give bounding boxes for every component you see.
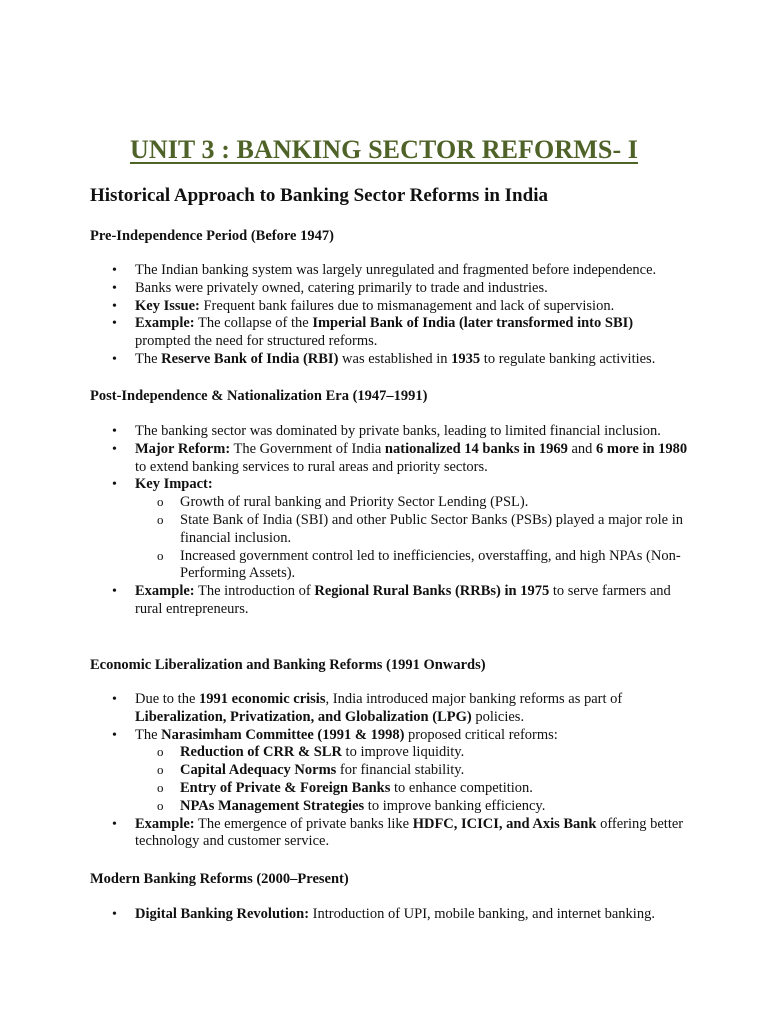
sublist-key-impact — [135, 494, 690, 583]
list-item: • The Narasimham Committee (1991 & 1998) proposed critical reforms: o Reduction of CRR & SLR to improve liquidity. o Capital Adequacy Norms for financial stability. o Entry of Private & Foreign Banks to enhance competition. o NPAs Management Strategies to improve banking efficiency. — [90, 727, 690, 816]
section-heading-liberalization: Economic Liberalization and Banking Reforms (1991 Onwards) — [90, 657, 486, 673]
page-title — [0, 129, 768, 166]
sublist-item: o Entry of Private & Foreign Banks to enhance competition. — [135, 780, 690, 798]
section-list-modern — [90, 906, 690, 924]
list-item: • Key Impact: o Growth of rural banking and Priority Sector Lending (PSL). o State Bank of India (SBI) and other Public Sector Banks (PSBs) played a major role in financial inclusion. o Increased government control led to inefficiencies, overstaffing, and high NPAs (Non-Performing Assets). — [90, 476, 690, 583]
sublist-item: o Capital Adequacy Norms for financial stability. — [135, 762, 690, 780]
list-item: • The banking sector was dominated by private banks, leading to limited financial inclusion. — [90, 423, 690, 441]
section-heading-modern: Modern Banking Reforms (2000–Present) — [90, 871, 349, 887]
list-item: • Example: The emergence of private banks like HDFC, ICICI, and Axis Bank offering better technology and customer service. — [90, 816, 690, 852]
section-list-post-independence — [90, 423, 690, 619]
list-item: • Due to the 1991 economic crisis, India introduced major banking reforms as part of Liberalization, Privatization, and Globalization (LPG) policies. — [90, 691, 690, 727]
section-heading-pre-independence: Pre-Independence Period (Before 1947) — [90, 228, 334, 244]
list-item: • Digital Banking Revolution: Introduction of UPI, mobile banking, and internet banking. — [90, 906, 690, 924]
sublist-item: o State Bank of India (SBI) and other Public Sector Banks (PSBs) played a major role in financial inclusion. — [135, 512, 690, 548]
list-item: • Key Issue: Frequent bank failures due to mismanagement and lack of supervision. — [90, 298, 690, 316]
list-item: • Major Reform: The Government of India nationalized 14 banks in 1969 and 6 more in 1980 to extend banking services to rural areas and priority sectors. — [90, 441, 690, 477]
sublist-narasimham-reforms — [135, 744, 690, 815]
page-title-text: UNIT 3 : BANKING SECTOR REFORMS- I — [129, 135, 639, 164]
sublist-item: o Increased government control led to inefficiencies, overstaffing, and high NPAs (Non-Performing Assets). — [135, 548, 690, 584]
list-item: • Banks were privately owned, catering primarily to trade and industries. — [90, 280, 690, 298]
document-subtitle: Historical Approach to Banking Sector Reforms in India — [90, 185, 548, 206]
section-list-liberalization — [90, 691, 690, 851]
section-list-pre-independence — [90, 262, 690, 369]
sublist-item: o Growth of rural banking and Priority Sector Lending (PSL). — [135, 494, 690, 512]
sublist-item: o NPAs Management Strategies to improve banking efficiency. — [135, 798, 690, 816]
list-item: • Example: The introduction of Regional Rural Banks (RRBs) in 1975 to serve farmers and rural entrepreneurs. — [90, 583, 690, 619]
list-item: • The Indian banking system was largely unregulated and fragmented before independence. — [90, 262, 690, 280]
list-item: • Example: The collapse of the Imperial Bank of India (later transformed into SBI) prompted the need for structured reforms. — [90, 315, 690, 351]
sublist-item: o Reduction of CRR & SLR to improve liquidity. — [135, 744, 690, 762]
list-item: • The Reserve Bank of India (RBI) was established in 1935 to regulate banking activities. — [90, 351, 690, 369]
section-heading-post-independence: Post-Independence & Nationalization Era (1947–1991) — [90, 388, 428, 404]
